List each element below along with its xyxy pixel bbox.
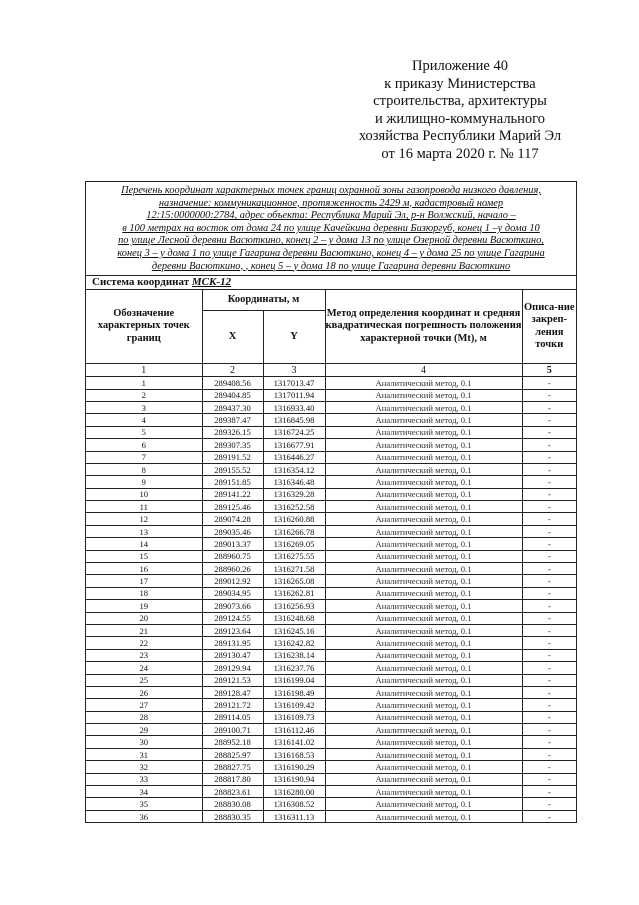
coord-x: 289114.05 bbox=[202, 711, 263, 723]
desc-cell: - bbox=[522, 600, 576, 612]
coord-y: 1316190.29 bbox=[263, 761, 325, 773]
desc-cell: - bbox=[522, 426, 576, 438]
coord-x: 289129.94 bbox=[202, 662, 263, 674]
table-row bbox=[86, 649, 576, 661]
point-number: 10 bbox=[86, 488, 202, 500]
point-number: 27 bbox=[86, 699, 202, 711]
method-cell: Аналитический метод, 0.1 bbox=[325, 563, 522, 575]
point-number: 6 bbox=[86, 439, 202, 451]
table-row bbox=[86, 426, 576, 438]
coord-x: 289131.95 bbox=[202, 637, 263, 649]
desc-cell: - bbox=[522, 674, 576, 686]
table-row bbox=[86, 724, 576, 736]
method-cell: Аналитический метод, 0.1 bbox=[325, 525, 522, 537]
title-line: 12:15:0000000:2784, адрес объекта: Республика Марий Эл, р-н Волжский, начало – bbox=[146, 210, 516, 222]
desc-cell: - bbox=[522, 513, 576, 525]
desc-cell: - bbox=[522, 662, 576, 674]
table-row bbox=[86, 525, 576, 537]
point-number: 14 bbox=[86, 538, 202, 550]
table-row bbox=[86, 538, 576, 550]
method-cell: Аналитический метод, 0.1 bbox=[325, 463, 522, 475]
point-number: 30 bbox=[86, 736, 202, 748]
col-number: 5 bbox=[522, 364, 576, 377]
title-line: конец 3 – у дома 1 по улице Гагарина деревни Васюткино, конец 4 – у дома 25 по улице Гагарина bbox=[117, 247, 545, 259]
header-line: хозяйства Республики Марий Эл bbox=[358, 128, 562, 144]
point-number: 1 bbox=[86, 377, 202, 389]
point-number: 8 bbox=[86, 463, 202, 475]
method-cell: Аналитический метод, 0.1 bbox=[325, 637, 522, 649]
table-row bbox=[86, 501, 576, 513]
desc-cell: - bbox=[522, 637, 576, 649]
method-cell: Аналитический метод, 0.1 bbox=[325, 711, 522, 723]
point-number: 26 bbox=[86, 686, 202, 698]
desc-cell: - bbox=[522, 761, 576, 773]
point-number: 19 bbox=[86, 600, 202, 612]
method-cell: Аналитический метод, 0.1 bbox=[325, 624, 522, 636]
coord-y: 1316262.81 bbox=[263, 587, 325, 599]
coord-y: 1316446.27 bbox=[263, 451, 325, 463]
desc-cell: - bbox=[522, 624, 576, 636]
point-number: 32 bbox=[86, 761, 202, 773]
coord-y: 1316238.14 bbox=[263, 649, 325, 661]
coord-y: 1316346.48 bbox=[263, 476, 325, 488]
table-row bbox=[86, 476, 576, 488]
desc-cell: - bbox=[522, 525, 576, 537]
coord-x: 289128.47 bbox=[202, 686, 263, 698]
desc-cell: - bbox=[522, 501, 576, 513]
point-number: 4 bbox=[86, 414, 202, 426]
method-cell: Аналитический метод, 0.1 bbox=[325, 810, 522, 822]
table-row bbox=[86, 575, 576, 587]
table-row bbox=[86, 686, 576, 698]
desc-cell: - bbox=[522, 699, 576, 711]
method-cell: Аналитический метод, 0.1 bbox=[325, 377, 522, 389]
point-number: 2 bbox=[86, 389, 202, 401]
desc-cell: - bbox=[522, 736, 576, 748]
method-cell: Аналитический метод, 0.1 bbox=[325, 451, 522, 463]
col-number: 4 bbox=[325, 364, 522, 377]
table-row bbox=[86, 773, 576, 785]
desc-cell: - bbox=[522, 711, 576, 723]
coord-x: 289404.85 bbox=[202, 389, 263, 401]
point-number: 21 bbox=[86, 624, 202, 636]
desc-cell: - bbox=[522, 612, 576, 624]
coordinates-table-frame bbox=[85, 181, 577, 823]
method-cell: Аналитический метод, 0.1 bbox=[325, 786, 522, 798]
coord-x: 289123.64 bbox=[202, 624, 263, 636]
table-row bbox=[86, 748, 576, 760]
method-cell: Аналитический метод, 0.1 bbox=[325, 612, 522, 624]
coord-x: 289408.56 bbox=[202, 377, 263, 389]
desc-cell: - bbox=[522, 451, 576, 463]
table-row bbox=[86, 563, 576, 575]
method-cell: Аналитический метод, 0.1 bbox=[325, 538, 522, 550]
desc-cell: - bbox=[522, 575, 576, 587]
coord-y: 1317013.47 bbox=[263, 377, 325, 389]
col-number: 2 bbox=[202, 364, 263, 377]
coord-y: 1316237.76 bbox=[263, 662, 325, 674]
coord-y: 1316109.42 bbox=[263, 699, 325, 711]
point-number: 31 bbox=[86, 748, 202, 760]
coord-y: 1316354.12 bbox=[263, 463, 325, 475]
point-number: 33 bbox=[86, 773, 202, 785]
coord-x: 288830.08 bbox=[202, 798, 263, 810]
desc-cell: - bbox=[522, 550, 576, 562]
coord-x: 289073.66 bbox=[202, 600, 263, 612]
coordinate-system-code: МСК-12 bbox=[191, 276, 232, 289]
col-header-method: Метод определения координат и средняя квадратическая погрешность положения характерной точки (Mt), м bbox=[325, 290, 522, 364]
coord-y: 1316198.49 bbox=[263, 686, 325, 698]
desc-cell: - bbox=[522, 773, 576, 785]
desc-cell: - bbox=[522, 686, 576, 698]
method-cell: Аналитический метод, 0.1 bbox=[325, 699, 522, 711]
desc-cell: - bbox=[522, 798, 576, 810]
table-row bbox=[86, 612, 576, 624]
method-cell: Аналитический метод, 0.1 bbox=[325, 439, 522, 451]
coord-x: 289130.47 bbox=[202, 649, 263, 661]
coord-y: 1316265.08 bbox=[263, 575, 325, 587]
coord-x: 289124.55 bbox=[202, 612, 263, 624]
appendix-header bbox=[345, 58, 575, 163]
method-cell: Аналитический метод, 0.1 bbox=[325, 798, 522, 810]
header-line: Приложение 40 bbox=[412, 58, 508, 74]
coord-y: 1316199.04 bbox=[263, 674, 325, 686]
desc-cell: - bbox=[522, 724, 576, 736]
point-number: 29 bbox=[86, 724, 202, 736]
coord-y: 1316260.88 bbox=[263, 513, 325, 525]
table-row bbox=[86, 624, 576, 636]
document-title bbox=[86, 182, 576, 276]
coord-x: 289326.15 bbox=[202, 426, 263, 438]
point-number: 5 bbox=[86, 426, 202, 438]
desc-cell: - bbox=[522, 748, 576, 760]
point-number: 28 bbox=[86, 711, 202, 723]
table-row bbox=[86, 414, 576, 426]
coordinate-system-label: Система координат bbox=[92, 276, 190, 289]
coord-y: 1316677.91 bbox=[263, 439, 325, 451]
method-cell: Аналитический метод, 0.1 bbox=[325, 748, 522, 760]
header-line: и жилищно-коммунального bbox=[374, 110, 546, 127]
header-line: к приказу Министерства bbox=[384, 75, 536, 92]
title-line: назначение: коммуникационное, протяженность 2429 м, кадастровый номер bbox=[158, 197, 504, 209]
col-header-coords: Координаты, м bbox=[202, 290, 325, 311]
coord-x: 289035.46 bbox=[202, 525, 263, 537]
coord-x: 288817.80 bbox=[202, 773, 263, 785]
desc-cell: - bbox=[522, 389, 576, 401]
coord-y: 1316256.93 bbox=[263, 600, 325, 612]
point-number: 24 bbox=[86, 662, 202, 674]
coordinates-table bbox=[86, 290, 576, 822]
table-row bbox=[86, 401, 576, 413]
point-number: 12 bbox=[86, 513, 202, 525]
table-row bbox=[86, 761, 576, 773]
point-number: 15 bbox=[86, 550, 202, 562]
table-row bbox=[86, 798, 576, 810]
table-row bbox=[86, 810, 576, 822]
table-row bbox=[86, 711, 576, 723]
coord-y: 1316112.46 bbox=[263, 724, 325, 736]
coord-x: 289151.85 bbox=[202, 476, 263, 488]
title-line: деревни Васюткино, , конец 5 – у дома 18 по улице Гагарина деревни Васюткино bbox=[151, 260, 511, 272]
title-line: Перечень координат характерных точек границ охранной зоны газопровода низкого давления, bbox=[121, 185, 541, 196]
method-cell: Аналитический метод, 0.1 bbox=[325, 488, 522, 500]
coord-y: 1316311.13 bbox=[263, 810, 325, 822]
coord-x: 288952.18 bbox=[202, 736, 263, 748]
coord-x: 289191.52 bbox=[202, 451, 263, 463]
table-row bbox=[86, 736, 576, 748]
coord-y: 1316271.58 bbox=[263, 563, 325, 575]
desc-cell: - bbox=[522, 488, 576, 500]
coord-x: 289121.72 bbox=[202, 699, 263, 711]
point-number: 20 bbox=[86, 612, 202, 624]
coord-y: 1316266.78 bbox=[263, 525, 325, 537]
desc-cell: - bbox=[522, 414, 576, 426]
method-cell: Аналитический метод, 0.1 bbox=[325, 736, 522, 748]
col-number: 1 bbox=[86, 364, 202, 377]
coord-y: 1316168.53 bbox=[263, 748, 325, 760]
table-row bbox=[86, 550, 576, 562]
method-cell: Аналитический метод, 0.1 bbox=[325, 674, 522, 686]
table-row bbox=[86, 674, 576, 686]
table-row bbox=[86, 439, 576, 451]
method-cell: Аналитический метод, 0.1 bbox=[325, 686, 522, 698]
desc-cell: - bbox=[522, 476, 576, 488]
desc-cell: - bbox=[522, 439, 576, 451]
table-row bbox=[86, 637, 576, 649]
point-number: 35 bbox=[86, 798, 202, 810]
desc-cell: - bbox=[522, 649, 576, 661]
coord-x: 288823.61 bbox=[202, 786, 263, 798]
method-cell: Аналитический метод, 0.1 bbox=[325, 724, 522, 736]
coord-x: 289100.71 bbox=[202, 724, 263, 736]
coord-y: 1316141.02 bbox=[263, 736, 325, 748]
col-header-y: Y bbox=[263, 311, 325, 364]
title-line: по улице Лесной деревни Васюткино, конец 2 – у дома 13 по улице Озерной деревни Васюткино, bbox=[118, 235, 544, 247]
point-number: 36 bbox=[86, 810, 202, 822]
method-cell: Аналитический метод, 0.1 bbox=[325, 575, 522, 587]
coord-y: 1316329.28 bbox=[263, 488, 325, 500]
coord-y: 1316280.00 bbox=[263, 786, 325, 798]
table-row bbox=[86, 513, 576, 525]
desc-cell: - bbox=[522, 786, 576, 798]
method-cell: Аналитический метод, 0.1 bbox=[325, 773, 522, 785]
desc-cell: - bbox=[522, 563, 576, 575]
method-cell: Аналитический метод, 0.1 bbox=[325, 600, 522, 612]
method-cell: Аналитический метод, 0.1 bbox=[325, 550, 522, 562]
point-number: 16 bbox=[86, 563, 202, 575]
table-row bbox=[86, 662, 576, 674]
table-row bbox=[86, 786, 576, 798]
coord-x: 289141.22 bbox=[202, 488, 263, 500]
table-row bbox=[86, 600, 576, 612]
coord-y: 1316109.73 bbox=[263, 711, 325, 723]
coord-x: 288960.75 bbox=[202, 550, 263, 562]
point-number: 17 bbox=[86, 575, 202, 587]
point-number: 7 bbox=[86, 451, 202, 463]
point-number: 18 bbox=[86, 587, 202, 599]
coord-y: 1316308.52 bbox=[263, 798, 325, 810]
coord-x: 289013.37 bbox=[202, 538, 263, 550]
coord-x: 289034.95 bbox=[202, 587, 263, 599]
coord-y: 1316252.58 bbox=[263, 501, 325, 513]
method-cell: Аналитический метод, 0.1 bbox=[325, 662, 522, 674]
title-line: в 100 метрах на восток от дома 24 по улице Качейкина деревни Бизюргуб, конец 1 –у дома 10 bbox=[122, 222, 540, 234]
point-number: 13 bbox=[86, 525, 202, 537]
desc-cell: - bbox=[522, 538, 576, 550]
table-row bbox=[86, 377, 576, 389]
coord-y: 1316242.82 bbox=[263, 637, 325, 649]
coordinates-table-body bbox=[86, 377, 576, 823]
desc-cell: - bbox=[522, 377, 576, 389]
table-row bbox=[86, 463, 576, 475]
coord-x: 289155.52 bbox=[202, 463, 263, 475]
coord-x: 289437.30 bbox=[202, 401, 263, 413]
table-row bbox=[86, 488, 576, 500]
desc-cell: - bbox=[522, 463, 576, 475]
coord-y: 1316269.05 bbox=[263, 538, 325, 550]
coordinate-system bbox=[86, 276, 576, 290]
coord-y: 1316245.16 bbox=[263, 624, 325, 636]
coord-x: 288960.26 bbox=[202, 563, 263, 575]
coord-y: 1316724.25 bbox=[263, 426, 325, 438]
coord-y: 1316275.55 bbox=[263, 550, 325, 562]
table-row bbox=[86, 389, 576, 401]
method-cell: Аналитический метод, 0.1 bbox=[325, 649, 522, 661]
method-cell: Аналитический метод, 0.1 bbox=[325, 414, 522, 426]
point-number: 3 bbox=[86, 401, 202, 413]
method-cell: Аналитический метод, 0.1 bbox=[325, 513, 522, 525]
table-row bbox=[86, 451, 576, 463]
col-number: 3 bbox=[263, 364, 325, 377]
method-cell: Аналитический метод, 0.1 bbox=[325, 761, 522, 773]
coord-x: 288830.35 bbox=[202, 810, 263, 822]
method-cell: Аналитический метод, 0.1 bbox=[325, 587, 522, 599]
desc-cell: - bbox=[522, 810, 576, 822]
coord-y: 1317011.94 bbox=[263, 389, 325, 401]
coord-x: 289074.28 bbox=[202, 513, 263, 525]
coord-y: 1316845.98 bbox=[263, 414, 325, 426]
coord-y: 1316190.94 bbox=[263, 773, 325, 785]
desc-cell: - bbox=[522, 587, 576, 599]
col-header-designation: Обозначение характерных точек границ bbox=[86, 290, 202, 364]
coord-y: 1316933.40 bbox=[263, 401, 325, 413]
col-header-x: X bbox=[202, 311, 263, 364]
point-number: 11 bbox=[86, 501, 202, 513]
point-number: 22 bbox=[86, 637, 202, 649]
method-cell: Аналитический метод, 0.1 bbox=[325, 426, 522, 438]
table-row bbox=[86, 587, 576, 599]
point-number: 9 bbox=[86, 476, 202, 488]
method-cell: Аналитический метод, 0.1 bbox=[325, 401, 522, 413]
method-cell: Аналитический метод, 0.1 bbox=[325, 476, 522, 488]
coord-x: 288827.75 bbox=[202, 761, 263, 773]
coord-x: 288825.97 bbox=[202, 748, 263, 760]
desc-cell: - bbox=[522, 401, 576, 413]
coord-x: 289125.46 bbox=[202, 501, 263, 513]
header-line: от 16 марта 2020 г. № 117 bbox=[381, 145, 539, 162]
coord-x: 289307.35 bbox=[202, 439, 263, 451]
coord-x: 289387.47 bbox=[202, 414, 263, 426]
method-cell: Аналитический метод, 0.1 bbox=[325, 501, 522, 513]
header-line: строительства, архитектуры bbox=[373, 93, 547, 109]
coord-x: 289012.92 bbox=[202, 575, 263, 587]
col-header-desc: Описа-ние закреп-ления точки bbox=[522, 290, 576, 364]
coord-y: 1316248.68 bbox=[263, 612, 325, 624]
point-number: 34 bbox=[86, 786, 202, 798]
point-number: 25 bbox=[86, 674, 202, 686]
method-cell: Аналитический метод, 0.1 bbox=[325, 389, 522, 401]
coord-x: 289121.53 bbox=[202, 674, 263, 686]
point-number: 23 bbox=[86, 649, 202, 661]
table-row bbox=[86, 699, 576, 711]
